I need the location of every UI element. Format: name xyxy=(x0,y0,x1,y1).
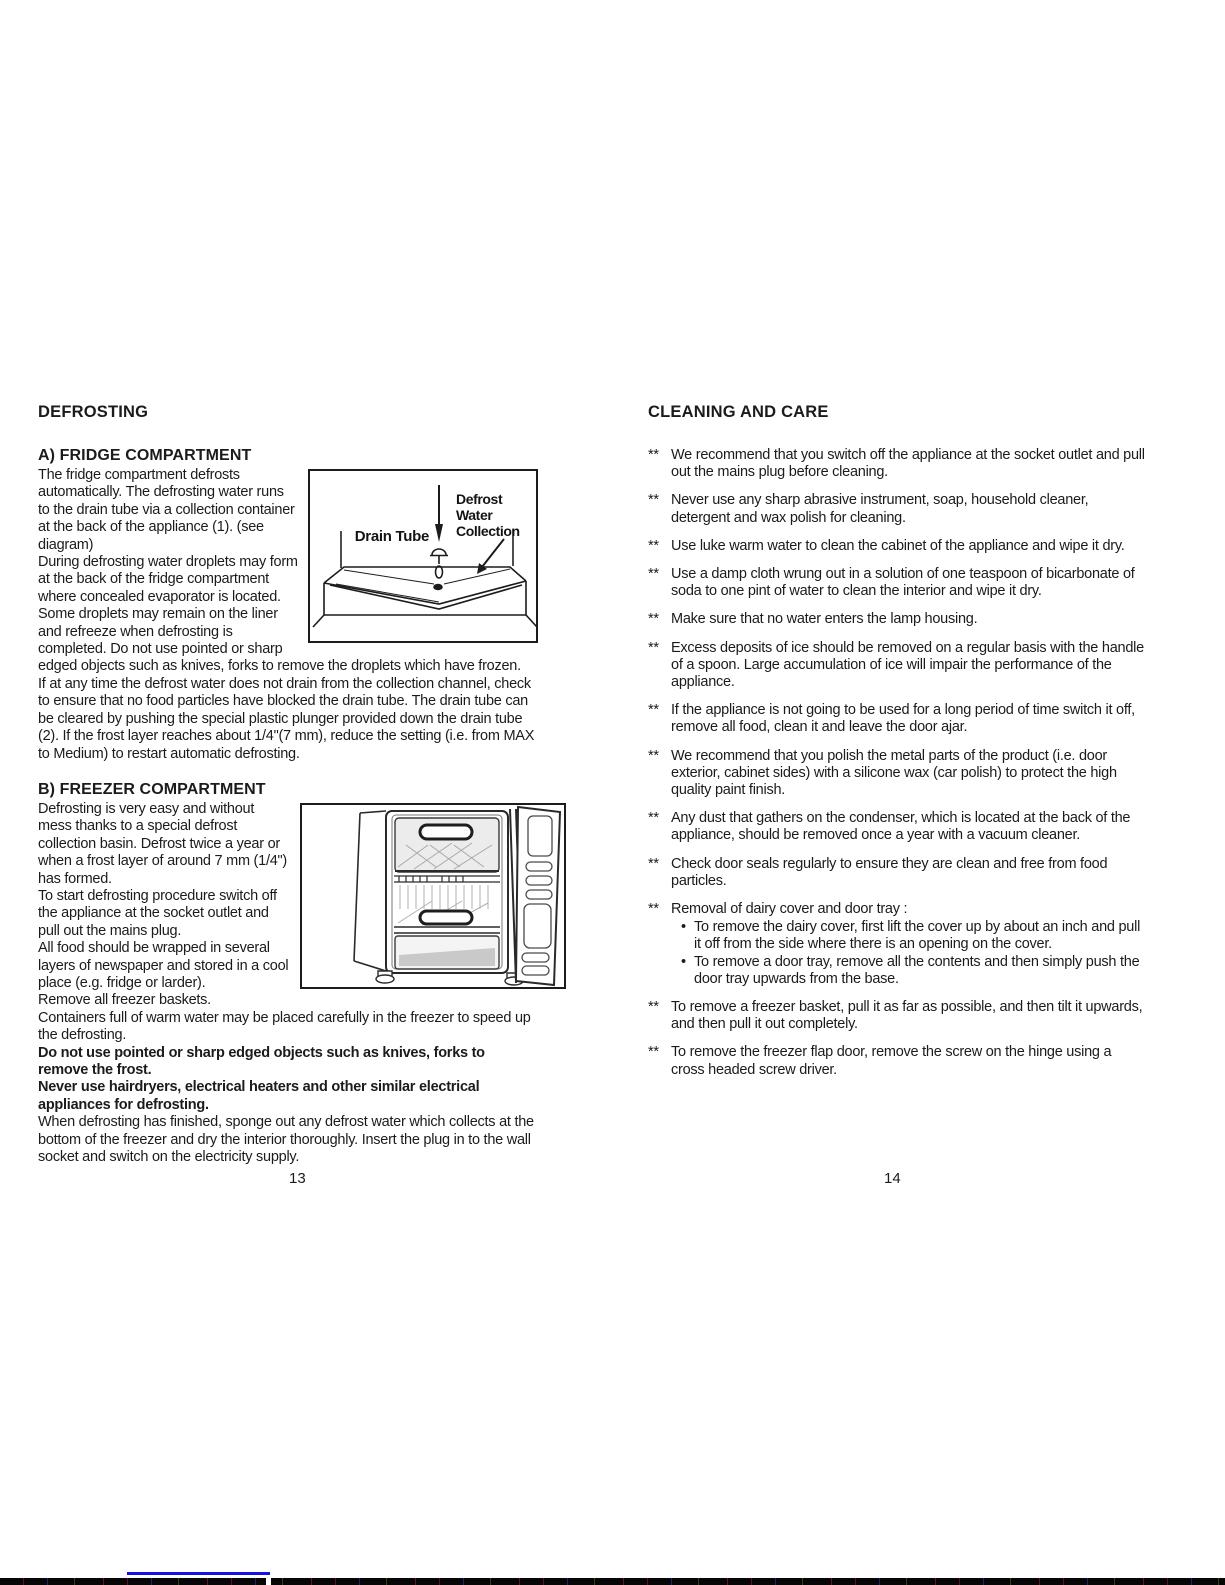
asterisk-marker: ** xyxy=(648,447,659,463)
freezer-diagram xyxy=(302,805,564,987)
blue-underline-artifact xyxy=(127,1572,270,1575)
cleaning-item-6 xyxy=(648,640,1148,692)
defrosting-column xyxy=(38,403,538,1166)
scan-edge-gap xyxy=(266,1578,271,1585)
freezer-paragraph-1: Defrosting is very easy and without mess thanks to a special defrost collection basin. Defrost twice a year or when a frost layer of around 7 mm (1/4") has formed. xyxy=(38,800,288,887)
cleaning-item-text: Removal of dairy cover and door tray : xyxy=(671,901,908,918)
asterisk-marker: ** xyxy=(648,810,659,827)
page-number-14: 14 xyxy=(884,1170,901,1187)
freezer-cabinet-side-drawing xyxy=(354,811,386,971)
asterisk-marker: ** xyxy=(648,537,659,554)
asterisk-marker: ** xyxy=(648,999,659,1016)
fridge-paragraph-1: The fridge compartment defrosts automatically. The defrosting water runs to the drain tube via a collection container at the back of the appliance (1). (see diagram) xyxy=(38,467,295,553)
asterisk-marker: ** xyxy=(648,639,659,656)
cleaning-item-text: Make sure that no water enters the lamp housing. xyxy=(671,611,978,628)
down-arrow-icon xyxy=(435,485,443,542)
asterisk-marker: ** xyxy=(648,855,659,872)
cleaning-item-5 xyxy=(648,611,1148,628)
cleaning-item-1 xyxy=(648,447,1148,481)
freezer-paragraph-4: Remove all freezer baskets. xyxy=(38,992,211,1009)
cleaning-item-text: Never use any sharp abrasive instrument, soap, household cleaner, detergent and wax polish for cleaning. xyxy=(671,492,1089,526)
fridge-section-heading: A) FRIDGE COMPARTMENT xyxy=(38,447,252,464)
freezer-paragraph-2: To start defrosting procedure switch off the appliance at the socket outlet and pull out the mains plug. xyxy=(38,887,277,939)
sub-item-1 xyxy=(681,919,1148,953)
cleaning-item-text: Excess deposits of ice should be removed on a regular basis with the handle of a spoon. Large accumulation of ice will impair the performance of the appliance. xyxy=(671,639,1144,691)
cleaning-item-text: If the appliance is not going to be used for a long period of time switch it off, remove all food, clean it and leave the door ajar. xyxy=(671,702,1135,736)
freezer-warning-1: Do not use pointed or sharp edged objects such as knives, forks to remove the frost. xyxy=(38,1044,485,1078)
cleaning-item-9 xyxy=(648,810,1148,844)
page-number-13: 13 xyxy=(289,1170,306,1187)
cleaning-item-12 xyxy=(648,999,1148,1033)
cleaning-column xyxy=(648,403,1148,1090)
defrost-label-line1: Defrost xyxy=(456,491,503,507)
cleaning-item-3 xyxy=(648,538,1148,555)
cleaning-item-text: We recommend that you switch off the appliance at the socket outlet and pull out the mains plug before cleaning. xyxy=(671,447,1145,481)
cleaning-item-text: Use a damp cloth wrung out in a solution of one teaspoon of bicarbonate of soda to one pint of water to clean the interior and wipe it dry. xyxy=(671,566,1135,600)
fridge-paragraph-3: If at any time the defrost water does not drain from the collection channel, check to ensure that no food particles have blocked the drain tube. The drain tube can be cleared by pushing the special plastic plunger provided down the drain tube (2). If the frost layer reaches about 1/4"(7 mm), reduce the setting (i.e. from MAX to Medium) to restart automatic defrosting. xyxy=(38,675,535,762)
sub-item-2 xyxy=(681,954,1148,988)
freezer-door-drawing xyxy=(510,807,560,985)
freezer-paragraph-5: Containers full of warm water may be placed carefully in the freezer to speed up the defrosting. xyxy=(38,1009,531,1044)
section-fridge-compartment xyxy=(38,447,538,763)
dairy-cover-sublist xyxy=(671,919,1148,988)
asterisk-marker: ** xyxy=(648,702,659,719)
asterisk-marker: ** xyxy=(648,492,659,509)
cleaning-item-7 xyxy=(648,702,1148,736)
defrost-label-line2: Water xyxy=(456,507,493,523)
drain-tube-label: Drain Tube xyxy=(354,528,429,545)
fridge-paragraph-2: During defrosting water droplets may form at the back of the fridge compartment where concealed evaporator is located. Some droplets may remain on the liner and refreeze when defrosting is completed. Do not use pointed or sharp edged objects such as knives, forks to remove the droplets which have frozen. xyxy=(38,554,521,675)
freezer-top-basket-drawing xyxy=(395,818,499,872)
drain-tube-diagram xyxy=(310,471,536,641)
sub-item-text: To remove the dairy cover, first lift the cover up by about an inch and pull it off from the side where there is an opening on the cover. xyxy=(694,919,1141,953)
cleaning-item-text: To remove the freezer flap door, remove the screw on the hinge using a cross headed screw driver. xyxy=(671,1044,1112,1078)
cleaning-item-10 xyxy=(648,856,1148,890)
asterisk-marker: ** xyxy=(648,611,659,628)
freezer-warning-2: Never use hairdryers, electrical heaters and other similar electrical appliances for defrosting. xyxy=(38,1079,480,1113)
cleaning-item-text: We recommend that you polish the metal parts of the product (i.e. door exterior, cabinet sides) with a silicone wax (car polish) to protect the high quality paint finish. xyxy=(671,747,1117,799)
cleaning-item-text: Any dust that gathers on the condenser, which is located at the back of the appliance, should be removed once a year with a vacuum cleaner. xyxy=(671,810,1131,844)
freezer-section-heading: B) FREEZER COMPARTMENT xyxy=(38,780,266,798)
drain-tube-figure xyxy=(308,469,538,643)
bullet-dot-marker: • xyxy=(681,953,686,970)
asterisk-marker: ** xyxy=(648,901,659,918)
page-title-cleaning: CLEANING AND CARE xyxy=(648,403,829,421)
cleaning-bullet-list xyxy=(648,447,1148,1079)
cleaning-item-text: Use luke warm water to clean the cabinet of the appliance and wipe it dry. xyxy=(671,537,1125,554)
cleaning-item-8 xyxy=(648,748,1148,800)
freezer-closing-paragraph: When defrosting has finished, sponge out any defrost water which collects at the bottom of the freezer and dry the interior thoroughly. Insert the plug in to the wall socket and switch on the electricity supply. xyxy=(38,1114,534,1166)
cleaning-item-text: Check door seals regularly to ensure they are clean and free from food particles. xyxy=(671,855,1108,889)
bottom-scan-edge-artifact xyxy=(0,1578,1225,1585)
sub-item-text: To remove a door tray, remove all the contents and then simply push the door tray upwards from the base. xyxy=(694,953,1140,987)
asterisk-marker: ** xyxy=(648,1044,659,1061)
defrost-label-line3: Collection xyxy=(456,523,520,539)
cleaning-item-4 xyxy=(648,566,1148,600)
freezer-figure xyxy=(300,803,566,989)
defrost-water-collection-label xyxy=(456,491,520,539)
section-freezer-compartment xyxy=(38,781,538,1167)
collection-tray-drawing xyxy=(313,567,536,627)
collection-label-arrow-icon xyxy=(477,539,504,574)
cleaning-item-11 xyxy=(648,901,1148,988)
freezer-bottom-compartment-drawing xyxy=(395,936,499,969)
freezer-paragraph-3: All food should be wrapped in several layers of newspaper and stored in a cool place (e.g. fridge or larder). xyxy=(38,940,289,991)
asterisk-marker: ** xyxy=(648,747,659,764)
cleaning-item-13 xyxy=(648,1044,1148,1078)
cleaning-item-2 xyxy=(648,492,1148,526)
asterisk-marker: ** xyxy=(648,566,659,583)
bullet-dot-marker: • xyxy=(681,919,686,936)
cleaning-item-text: To remove a freezer basket, pull it as far as possible, and then tilt it upwards, and then pull it out completely. xyxy=(671,999,1143,1033)
page-title-defrosting: DEFROSTING xyxy=(38,403,149,421)
